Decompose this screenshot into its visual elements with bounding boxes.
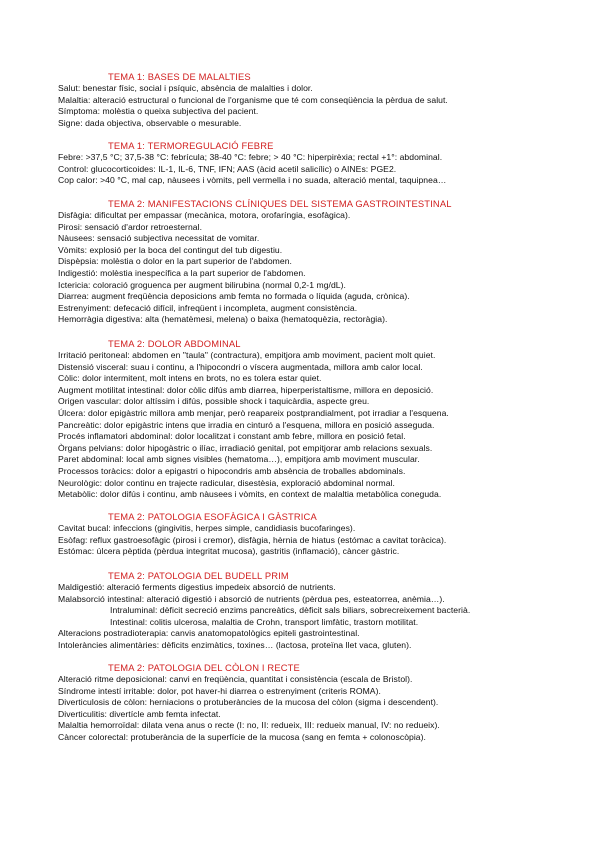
text-line: Ictericia: coloració groguenca per augment bilirubina (normal 0,2-1 mg/dL).	[58, 279, 346, 290]
text-line: Control: glucocorticoides: IL-1, IL-6, TNF, IFN; AAS (àcid acetil salicílic) o AINEs: PGE2.	[58, 163, 397, 174]
text-line: Cavitat bucal: infeccions (gingivitis, herpes simple, candidiasis bucofaringes).	[58, 523, 356, 533]
text-line: Nàusees: sensació subjectiva necessitat de vomitar.	[58, 233, 260, 244]
text-line: Signe: dada objectiva, observable o mesurable.	[58, 117, 242, 128]
section-heading: TEMA 2: DOLOR ABDOMINAL	[108, 338, 241, 349]
text-line: Distensió visceral: suau i continu, a l'hipocondri o víscera augmentada, millora amb calor local.	[58, 361, 423, 372]
section-heading: TEMA 2: PATOLOGIA ESOFÀGICA I GÀSTRICA	[108, 511, 317, 522]
text-line-indented: Intestinal: colitis ulcerosa, malaltia de Crohn, transport limfàtic, trastorn motilitat.	[110, 616, 419, 627]
text-line: Pancreàtic: dolor epigàstric intens que irradia en cinturó a l'esquena, millora en posició asseguda.	[58, 419, 435, 430]
text-line: Maldigestió: alteració ferments digestius impedeix absorció de nutrients.	[58, 582, 336, 592]
text-line: Hemorràgia digestiva: alta (hematèmesi, melena) o baixa (hematoquèzia, rectoràgia).	[58, 314, 388, 325]
text-line: Síndrome intestí irritable: dolor, pot haver-hi diarrea o estrenyiment (criteris ROMA).	[58, 685, 381, 696]
section-manifestacions-cliniques	[58, 198, 578, 326]
text-line: Vòmits: explosió per la boca del contingut del tub digestiu.	[58, 244, 283, 255]
section-patologia-colon-recte	[58, 662, 578, 744]
text-line: Malaltia: alteració estructural o funcional de l'organisme que té com conseqüència la pèrdua de salut.	[58, 94, 448, 105]
text-line: Malaltia hemorroïdal: dilata vena anus o recte (I: no, II: redueix, III: redueix manual, IV: no redueix).	[58, 720, 440, 731]
text-line: Còlic: dolor intermitent, molt intens en brots, no es tolera estar quiet.	[58, 373, 322, 384]
text-line: Estómac: úlcera pèptida (pèrdua integritat mucosa), gastritis (inflamació), càncer gàstric.	[58, 546, 400, 557]
text-line: Cop calor: >40 °C, mal cap, nàusees i vòmits, pell vermella i no suada, alteració mental, taquipnea…	[58, 175, 447, 186]
section-heading: TEMA 2: MANIFESTACIONS CLÍNIQUES DEL SISTEMA GASTROINTESTINAL	[108, 198, 452, 209]
section-heading: TEMA 1: BASES DE MALALTIES	[108, 71, 251, 82]
section-heading: TEMA 2: PATOLOGIA DEL BUDELL PRIM	[108, 570, 289, 581]
section-patologia-budell-prim	[58, 570, 578, 652]
text-line: Pirosi: sensació d'ardor retroesternal.	[58, 221, 203, 232]
text-line: Diarrea: augment freqüència deposicions amb femta no formada o líquida (aguda, crònica).	[58, 291, 410, 302]
section-termoregulacio	[58, 140, 578, 187]
text-line: Paret abdominal: local amb signes visibles (hematoma…), empitjora amb moviment muscular.	[58, 454, 420, 465]
text-line: Salut: benestar físic, social i psíquic, absència de malalties i dolor.	[58, 83, 313, 93]
text-line: Alteració ritme deposicional: canvi en freqüència, quantitat i consistència (escala de Bristol).	[58, 674, 413, 684]
text-line: Símptoma: molèstia o queixa subjectiva del pacient.	[58, 106, 259, 117]
text-line: Òrgans pelvians: dolor hipogàstric o ilíac, irradiació genital, pot empitjorar amb relacions sexuals.	[58, 442, 433, 453]
section-dolor-abdominal	[58, 338, 578, 501]
text-line: Estrenyiment: defecació difícil, infreqüent i incompleta, augment consistència.	[58, 302, 358, 313]
text-line: Diverticulitis: divertícle amb femta infectat.	[58, 708, 221, 719]
section-heading: TEMA 1: TERMOREGULACIÓ FEBRE	[108, 140, 274, 151]
text-line: Augment motilitat intestinal: dolor còlic difús amb diarrea, hiperperistaltisme, millora en deposició.	[58, 384, 434, 395]
text-line: Diverticulosis de còlon: herniacions o protuberàncies de la mucosa del còlon (sigma i descendent).	[58, 697, 439, 708]
text-line: Febre: >37,5 °C; 37,5-38 °C: febrícula; 38-40 °C: febre; > 40 °C: hiperpirèxia; rectal +1°: abdominal.	[58, 152, 443, 162]
text-line: Intoleràncies alimentàries: dèficits enzimàtics, toxines… (lactosa, proteïna llet vaca, gluten).	[58, 639, 412, 650]
text-line: Metabòlic: dolor difús i continu, amb nàusees i vòmits, en context de malaltia metabòlica coneguda.	[58, 489, 442, 500]
text-line: Disfàgia: dificultat per empassar (mecànica, motora, orofaríngia, esofàgica).	[58, 210, 351, 220]
text-line: Irritació peritoneal: abdomen en "taula" (contractura), empitjora amb moviment, pacient molt quiet.	[58, 350, 436, 360]
section-bases-malalties	[58, 71, 578, 129]
text-line: Neurològic: dolor continu en trajecte radicular, disestèsia, exploració abdominal normal.	[58, 477, 395, 488]
text-line: Origen vascular: dolor altíssim i difús, possible shock i taquicàrdia, aspecte greu.	[58, 396, 370, 407]
text-line: Càncer colorectal: protuberància de la superfície de la mucosa (sang en femta + colonoscòpia).	[58, 731, 426, 742]
text-line: Úlcera: dolor epigàstric millora amb menjar, però reapareix postprandialment, pot irradiar a l'esquena.	[58, 407, 449, 418]
section-patologia-esofagica	[58, 511, 578, 558]
text-line: Processos toràcics: dolor a epigastri o hipocondris amb absència de troballes abdominals.	[58, 465, 406, 476]
text-line: Esòfag: reflux gastroesofàgic (pirosi i cremor), disfàgia, hèrnia de hiatus (estómac a cavitat toràcica).	[58, 534, 447, 545]
text-line-indented: Intraluminal: dèficit secreció enzims pancreàtics, dèficit sals biliars, sobrecreixement bacterià.	[110, 605, 471, 616]
text-line: Alteracions postradioterapia: canvis anatomopatològics epiteli gastrointestinal.	[58, 628, 360, 639]
text-line: Dispèpsia: molèstia o dolor en la part superior de l'abdomen.	[58, 256, 292, 267]
text-line: Malabsorció intestinal: alteració digestió i absorció de nutrients (pèrdua pes, esteatorrea, anèmia…).	[58, 593, 445, 604]
section-heading: TEMA 2: PATOLOGIA DEL CÒLON I RECTE	[108, 662, 300, 673]
text-line: Indigestió: molèstia inespecífica a la part superior de l'abdomen.	[58, 267, 306, 278]
text-line: Procés inflamatori abdominal: dolor localitzat i constant amb febre, millora en posició fetal.	[58, 431, 406, 442]
